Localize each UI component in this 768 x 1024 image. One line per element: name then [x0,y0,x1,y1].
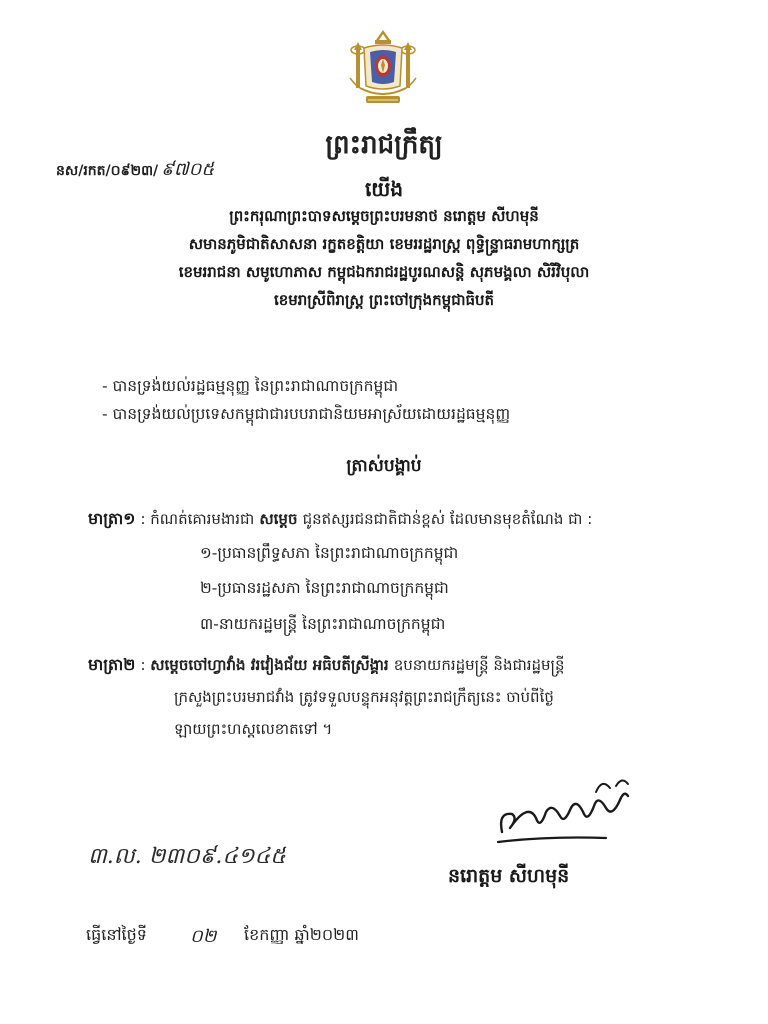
article-1-label: មាត្រា១ [88,509,136,528]
article-2-line-2: ក្រសួងព្រះបរមរាជវាំង ត្រូវទទួលបន្ទុកអនុវត្តព្រះរាជក្រឹត្យនេះ ចាប់ពីថ្ងៃ [174,688,554,706]
king-title-line-2: សមានភូមិជាតិសាសនា រក្ខតខត្តិយា ខេមររដ្ឋរាស្ត្រ ពុទ្ធិន្ទ្រាធរាមហាក្សត្រ [188,235,580,253]
done-at-label: ធ្វើនៅថ្ងៃទី [86,925,147,944]
office-item: ១-ប្រធានព្រឹទ្ធសភា នៃព្រះរាជាណាចក្រកម្ពុជា [200,544,459,562]
royal-signature [488,772,658,862]
article-2-text-bold: សម្តេចចៅហ្វាវាំង វរវៀងជ័យ អធិបតីស្រីង្គារ [150,656,389,674]
king-title-line-1: ព្រះករុណាព្រះបាទសម្តេចព្រះបរមនាថ នរោត្តម សីហមុនី [229,207,539,225]
done-at-month-year: ខែកញ្ញា ឆ្នាំ២០២៣ [244,925,359,944]
preamble-item: - បានទ្រង់យល់រដ្ឋធម្មនុញ្ញ នៃព្រះរាជាណាចក្រកម្ពុជា [102,377,399,395]
preamble-item: - បានទ្រង់យល់ប្រទេសកម្ពុជាជារបបរាជានិយមអាស្រ័យដោយរដ្ឋធម្មនុញ្ញ [102,405,511,423]
article-2-label: មាត្រា២ [88,655,136,674]
article-1-text-bold: សម្តេច [259,510,298,528]
office-item: ៣-នាយករដ្ឋមន្ត្រី នៃព្រះរាជាណាចក្រកម្ពុជា [200,615,446,633]
article-1-text-before: កំណត់គោរមងារជា [150,510,255,528]
article-1-text-after: ជូនឥស្សរជនជាតិជាន់ខ្ពស់ ដែលមានមុខតំណែង ជា : [302,510,593,528]
article-2-line-3: ឡាយព្រះហស្តលេខាតទៅ ។ [174,720,333,738]
signer-name: នរោត្តម សីហមុនី [448,865,570,887]
we-heading: យើង [364,177,404,201]
article-2-line-1: មាត្រា២ : សម្តេចចៅហ្វាវាំង វរវៀងជ័យ អធិបតីស្រីង្គារ ឧបនាយករដ្ឋមន្ត្រី និងជារដ្ឋមន្ត្រី [88,655,565,674]
royal-coat-of-arms-icon [346,28,420,110]
handwritten-registration-note: ៣.ល. ២៣០៩.៤១៤៥ [88,844,286,869]
king-title-line-4: ខេមរាស្រីពិរាស្ត្រ ព្រះចៅក្រុងកម្ពុជាធិបតី [273,291,495,309]
reference-number: ៩៧០៥ [161,159,215,180]
article-1: មាត្រា១ : កំណត់គោរមងារជា សម្តេច ជូនឥស្សរជនជាតិជាន់ខ្ពស់ ដែលមានមុខតំណែង ជា : [88,509,593,528]
decree-title: ព្រះរាជក្រឹត្យ [325,130,443,160]
section-title: ត្រាស់បង្គាប់ [346,456,422,476]
article-2-text-rest: ឧបនាយករដ្ឋមន្ត្រី និងជារដ្ឋមន្ត្រី [393,656,565,674]
reference-prefix: នស/រកត/០៩២៣/ [56,163,159,179]
done-at-day: ០២ [190,926,217,947]
king-title-line-3: ខេមររាជនា សមូហោភាស កម្ពុជឯករាជរដ្ឋបូរណសន្តិ សុភមង្គលា សិរីវិបុលា [178,263,590,281]
office-item: ២-ប្រធានរដ្ឋសភា នៃព្រះរាជាណាចក្រកម្ពុជា [200,579,449,597]
